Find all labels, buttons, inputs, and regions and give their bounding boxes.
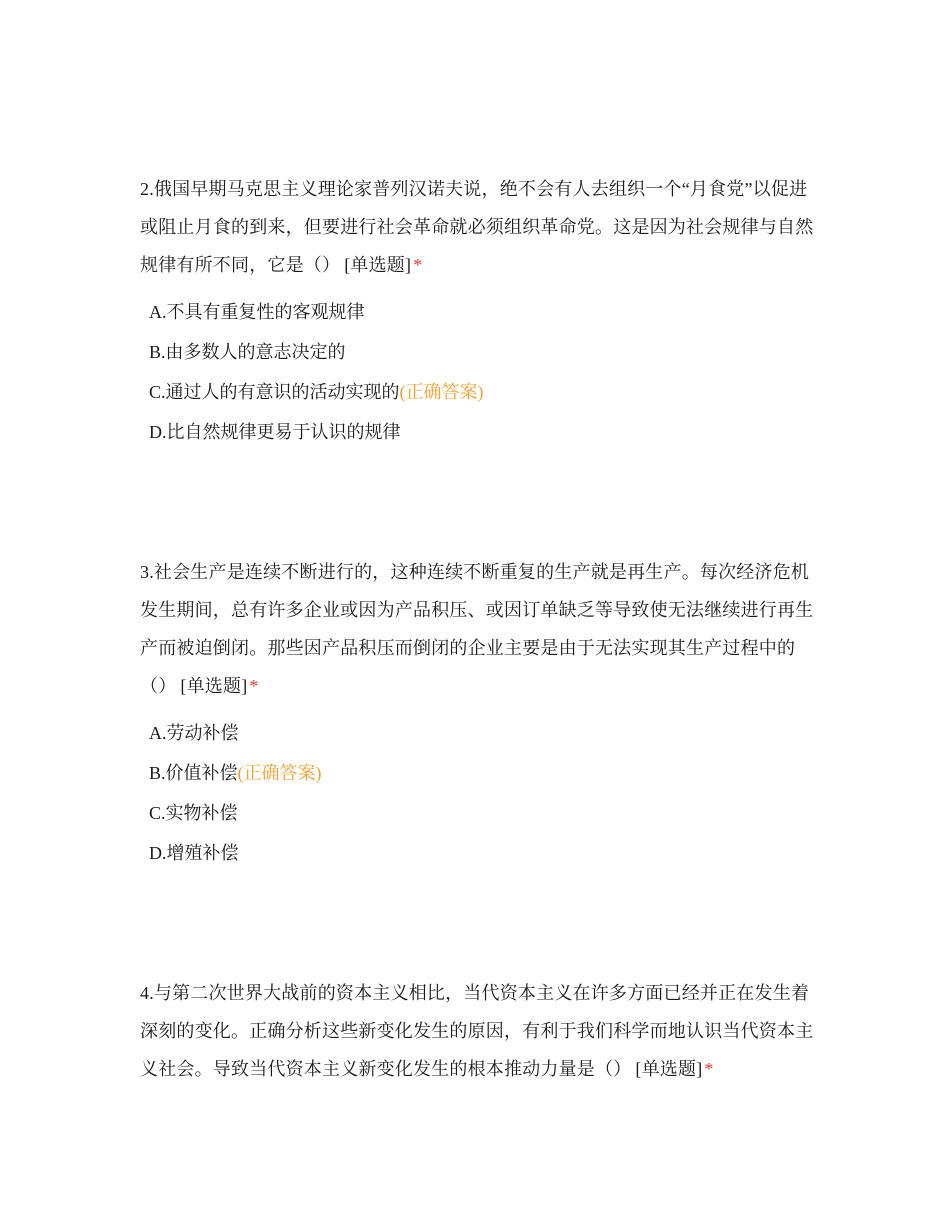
question-stem: 3.社会生产是连续不断进行的，这种连续不断重复的生产就是再生产。每次经济危机发生期间，总有许多企业或因为产品积压、或因订单缺乏等导致使无法继续进行再生产而被迫倒闭。那些因产品积压而倒闭的企业主要是由于无法实现其生产过程中的（） <box>140 562 814 696</box>
option-list <box>149 292 820 452</box>
question-text <box>140 974 820 1088</box>
question-text <box>140 553 820 705</box>
option-label: D.比自然规律更易于认识的规律 <box>149 422 401 442</box>
option-d[interactable] <box>149 833 820 873</box>
option-label: C.通过人的有意识的活动实现的 <box>149 382 400 402</box>
question-type-label: [单选题] <box>344 255 412 275</box>
option-label: A.不具有重复性的客观规律 <box>149 302 365 322</box>
correct-answer-note: (正确答案) <box>399 382 484 402</box>
option-list <box>149 713 820 873</box>
option-b[interactable] <box>149 332 820 372</box>
question-4 <box>140 974 820 1088</box>
option-a[interactable] <box>149 713 820 753</box>
required-mark: * <box>413 255 423 275</box>
question-type-label: [单选题] <box>635 1059 703 1079</box>
required-mark: * <box>704 1059 714 1079</box>
option-c[interactable] <box>149 372 820 412</box>
correct-answer-note: (正确答案) <box>237 763 322 783</box>
question-type-label: [单选题] <box>180 676 248 696</box>
option-label: B.价值补偿 <box>149 763 238 783</box>
option-c[interactable] <box>149 793 820 833</box>
question-stem: 2.俄国早期马克思主义理论家普列汉诺夫说，绝不会有人去组织一个“月食党”以促进或阻止月食的到来，但要进行社会革命就必须组织革命党。这是因为社会规律与自然规律有所不同，它是（） <box>140 179 814 275</box>
question-text <box>140 170 820 284</box>
option-a[interactable] <box>149 292 820 332</box>
option-b[interactable] <box>149 753 820 793</box>
option-label: C.实物补偿 <box>149 803 238 823</box>
option-d[interactable] <box>149 412 820 452</box>
option-label: B.由多数人的意志决定的 <box>149 342 346 362</box>
option-label: D.增殖补偿 <box>149 843 239 863</box>
required-mark: * <box>249 676 259 696</box>
question-3 <box>140 553 820 873</box>
option-label: A.劳动补偿 <box>149 723 239 743</box>
question-stem: 4.与第二次世界大战前的资本主义相比，当代资本主义在许多方面已经并正在发生着深刻的变化。正确分析这些新变化发生的原因，有利于我们科学而地认识当代资本主义社会。导致当代资本主义新变化发生的根本推动力量是（） <box>140 983 814 1079</box>
question-2 <box>140 170 820 452</box>
